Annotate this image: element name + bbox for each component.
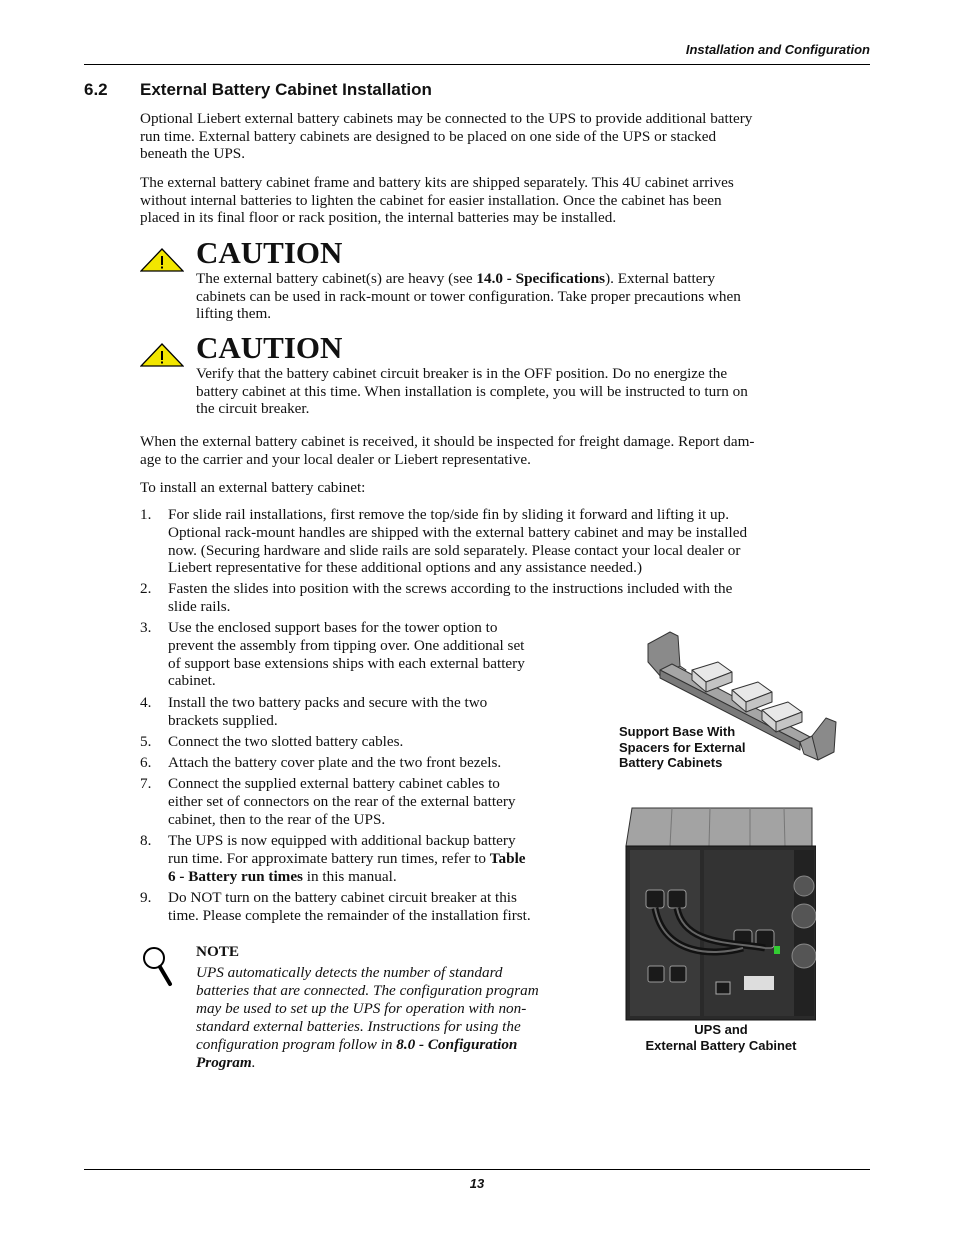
ups-battery-cabinet-figure [624,806,816,1022]
line: Fasten the slides into position with the screws according to the instructions included with the [168,580,733,597]
caution-text [196,365,856,418]
line: batteries that are connected. The configuration program [196,982,539,999]
line: Liebert representative for these additional options and any assistance needed.) [168,559,643,577]
table-reference: 6 - Battery run times [168,867,303,885]
line: the circuit breaker. [196,400,310,417]
line: UPS and [694,1022,748,1037]
line: now. (Securing hardware and slide rails are sold separately. Please contact your local dealer or [168,541,741,559]
line: configuration program follow in 8.0 - Configuration [196,1036,518,1053]
magnifier-icon [140,945,174,987]
line: cabinet. [168,672,216,690]
configuration-reference: Program [196,1054,252,1071]
section-number: 6.2 [84,80,108,99]
line: For slide rail installations, first remove the top/side fin by sliding it forward and lifting it up. [168,506,730,523]
line: prevent the assembly from tipping over. One additional set [168,636,525,654]
line: Install the two battery packs and secure with the two [168,694,488,711]
line: Do NOT turn on the battery cabinet circuit breaker at this [168,889,517,906]
step-number: 4. [140,694,152,711]
line: External Battery Cabinet [645,1038,797,1053]
line: lifting them. [196,305,272,322]
section-heading [84,80,432,100]
line: The external battery cabinet(s) are heavy (see 14.0 - Specifications). External battery [196,270,716,287]
caution-text [196,270,856,323]
line: Optional rack-mount handles are shipped with the external battery cabinet and may be installed [168,523,748,541]
line: cabinets can be used in rack-mount or tower configuration. Take proper precautions when [196,287,741,305]
line: beneath the UPS. [140,145,246,162]
line: Attach the battery cover plate and the two front bezels. [168,754,502,771]
step-number: 9. [140,889,152,906]
line: The UPS is now equipped with additional backup battery [168,832,516,849]
step-number: 2. [140,580,152,597]
line: without internal batteries to lighten the cabinet for easier installation. Once the cabinet has been [140,191,722,209]
header-rule [84,64,870,65]
line: cabinet, then to the rear of the UPS. [168,810,386,828]
line: UPS automatically detects the number of standard [196,964,503,981]
line: Program. [196,1054,256,1071]
note-text [196,964,606,1072]
line: The external battery cabinet frame and battery kits are shipped separately. This 4U cabinet arrives [140,174,734,191]
line: age to the carrier and your local dealer or Liebert representative. [140,450,531,468]
warning-triangle-icon [140,343,184,367]
step-number: 1. [140,506,152,523]
line: of support base extensions ships with each external battery [168,654,525,672]
ups-caption [624,1022,818,1054]
caution-title: CAUTION [196,330,343,365]
page-number: 13 [469,1176,485,1191]
step-number: 8. [140,832,152,849]
line: placed in its final floor or rack position, the internal batteries may be installed. [140,209,617,226]
line: run time. For approximate battery run times, refer to Table [168,849,526,867]
footer-rule [84,1169,870,1170]
line: battery cabinet at this time. When installation is complete, you will be instructed to turn on [196,382,748,400]
line: Support Base With [619,724,736,739]
step-number: 5. [140,733,152,750]
inspection-paragraph [140,433,870,468]
table-reference: Table [489,849,526,867]
line: 6 - Battery run times in this manual. [168,867,397,885]
line: run time. External battery cabinets are designed to be placed on one side of the UPS or stacked [140,127,717,145]
configuration-reference: 8.0 - Configuration [396,1036,518,1053]
shipping-paragraph [140,174,870,227]
line: Verify that the battery cabinet circuit breaker is in the OFF position. Do no energize the [196,365,728,382]
line: Connect the supplied external battery cabinet cables to [168,775,500,792]
section-title: External Battery Cabinet Installation [140,80,432,99]
support-base-caption [619,724,745,771]
running-header: Installation and Configuration [685,42,870,57]
specifications-reference: 14.0 - Specifications [476,270,606,287]
line: slide rails. [168,597,231,615]
line: brackets supplied. [168,711,278,729]
step-number: 6. [140,754,152,771]
caution-title: CAUTION [196,235,343,270]
warning-triangle-icon [140,248,184,272]
note-title: NOTE [196,943,240,960]
instructions-lead: To install an external battery cabinet: [140,479,366,496]
line: When the external battery cabinet is received, it should be inspected for freight damage. Report dam- [140,433,755,450]
line: time. Please complete the remainder of the installation first. [168,906,531,924]
step-number: 7. [140,775,152,792]
line: may be used to set up the UPS for operation with non- [196,1000,527,1017]
line: Optional Liebert external battery cabinets may be connected to the UPS to provide additional battery [140,110,753,127]
line: either set of connectors on the rear of the external battery [168,792,516,810]
line: Use the enclosed support bases for the tower option to [168,619,498,636]
line: standard external batteries. Instructions for using the [196,1018,521,1035]
line: Battery Cabinets [619,755,723,771]
intro-paragraph [140,110,870,163]
step-number: 3. [140,619,152,636]
line: Spacers for External [619,739,746,755]
line: Connect the two slotted battery cables. [168,733,404,750]
